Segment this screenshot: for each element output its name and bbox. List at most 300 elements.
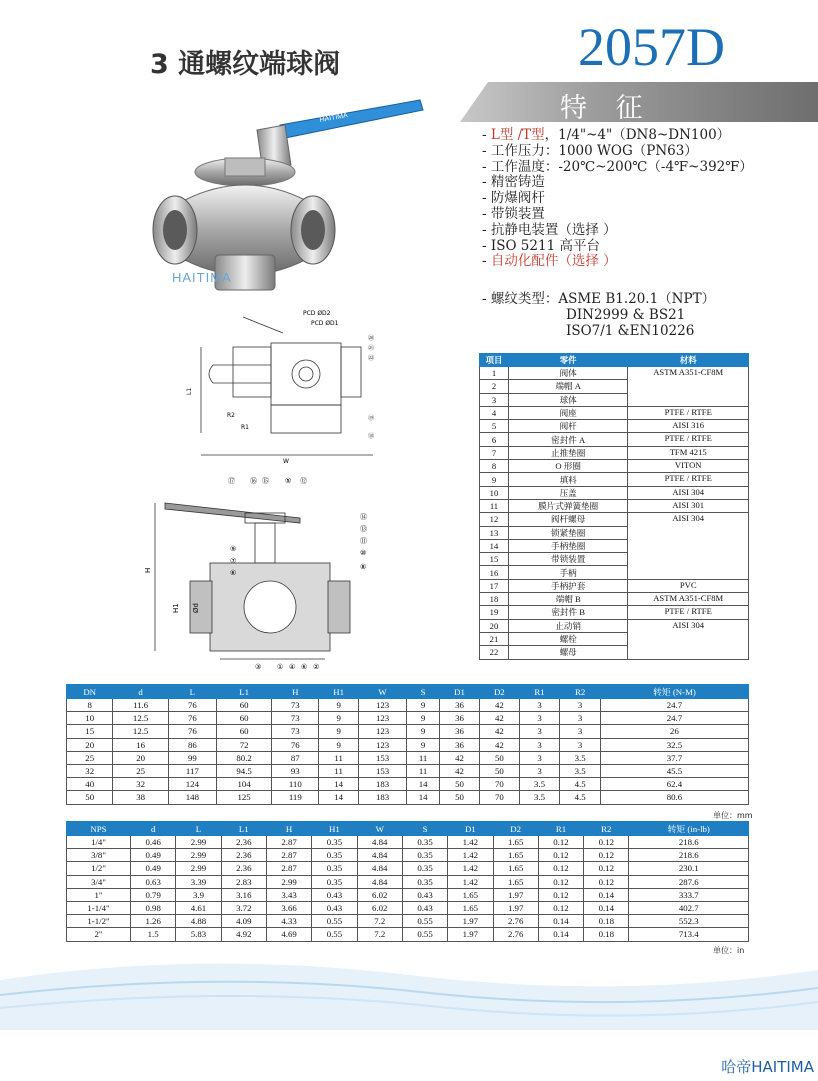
callout-5: ⑤ bbox=[285, 477, 292, 485]
callout-7: ⑦ bbox=[230, 557, 237, 565]
metric-cell: 3 bbox=[560, 738, 601, 751]
imperial-cell: 1.42 bbox=[448, 875, 493, 888]
metric-cell: 42 bbox=[479, 725, 519, 738]
imperial-header-cell: 转矩 (in-lb) bbox=[629, 822, 749, 836]
metric-cell: 153 bbox=[359, 751, 407, 764]
imperial-cell: 0.35 bbox=[402, 862, 447, 875]
part-material: AISI 304 bbox=[628, 513, 749, 579]
imperial-cell: 1-1/2" bbox=[67, 915, 131, 928]
parts-row bbox=[480, 406, 749, 419]
part-material: PVC bbox=[628, 579, 749, 592]
metric-cell: 72 bbox=[216, 738, 271, 751]
metric-cell: 10 bbox=[67, 712, 113, 725]
feature-bullet: - bbox=[482, 253, 491, 270]
parts-row bbox=[480, 367, 749, 380]
part-material: ASTM A351-CF8M bbox=[628, 593, 749, 606]
part-name: 膜片式弹簧垫圈 bbox=[508, 499, 627, 512]
metric-cell: 60 bbox=[216, 699, 271, 712]
callout-13: ⑬ bbox=[360, 525, 367, 533]
part-name: 端帽 A bbox=[508, 380, 627, 393]
metric-cell: 73 bbox=[272, 712, 319, 725]
imperial-cell: 1.65 bbox=[493, 836, 538, 849]
part-number: 17 bbox=[480, 579, 509, 592]
feature-item bbox=[482, 223, 753, 239]
part-name: 螺母 bbox=[508, 646, 627, 659]
parts-row bbox=[480, 486, 749, 499]
imperial-cell: 0.55 bbox=[312, 928, 357, 941]
part-number: 1 bbox=[480, 367, 509, 380]
imperial-cell: 0.55 bbox=[312, 915, 357, 928]
metric-cell: 14 bbox=[319, 778, 359, 791]
imperial-header-cell: D2 bbox=[493, 822, 538, 836]
imperial-cell: 3.16 bbox=[221, 888, 266, 901]
imperial-header-cell: S bbox=[402, 822, 447, 836]
metric-cell: 36 bbox=[440, 712, 480, 725]
part-number: 19 bbox=[480, 606, 509, 619]
metric-cell: 42 bbox=[479, 738, 519, 751]
imperial-cell: 1" bbox=[67, 888, 131, 901]
imperial-cell: 4.84 bbox=[357, 862, 402, 875]
part-name: 密封件 A bbox=[508, 433, 627, 446]
part-material: TFM 4215 bbox=[628, 446, 749, 459]
part-number: 11 bbox=[480, 499, 509, 512]
metric-cell: 76 bbox=[272, 738, 319, 751]
metric-cell: 16 bbox=[113, 738, 168, 751]
imperial-cell: 1.65 bbox=[493, 849, 538, 862]
imperial-cell: 0.43 bbox=[402, 901, 447, 914]
parts-row bbox=[480, 460, 749, 473]
part-number: 7 bbox=[480, 446, 509, 459]
part-name: 密封件 B bbox=[508, 606, 627, 619]
watermark: HAITIMA bbox=[172, 270, 232, 285]
imperial-cell: 0.35 bbox=[312, 862, 357, 875]
metric-header-cell: H bbox=[272, 685, 319, 699]
imperial-cell: 0.79 bbox=[131, 888, 176, 901]
metric-cell: 37.7 bbox=[600, 751, 748, 764]
imperial-cell: 0.12 bbox=[538, 888, 583, 901]
callout-11: ⑪ bbox=[360, 537, 367, 545]
imperial-header-cell: R1 bbox=[538, 822, 583, 836]
metric-cell: 15 bbox=[67, 725, 113, 738]
metric-cell: 3.5 bbox=[519, 791, 560, 804]
part-name: 止动销 bbox=[508, 619, 627, 632]
callout-4b: ④ bbox=[289, 663, 296, 671]
parts-row bbox=[480, 593, 749, 606]
metric-cell: 123 bbox=[359, 699, 407, 712]
callout-8: ⑧ bbox=[360, 563, 367, 571]
imperial-cell: 1/2" bbox=[67, 862, 131, 875]
imperial-cell: 2.76 bbox=[493, 915, 538, 928]
imperial-cell: 0.35 bbox=[402, 875, 447, 888]
metric-cell: 76 bbox=[168, 725, 216, 738]
part-material: PTFE / RTFE bbox=[628, 473, 749, 486]
imperial-cell: 3.72 bbox=[221, 901, 266, 914]
metric-row bbox=[67, 712, 749, 725]
imperial-cell: 0.98 bbox=[131, 901, 176, 914]
imperial-cell: 3.9 bbox=[176, 888, 221, 901]
brand-footer: 哈帝HAITIMA bbox=[721, 1058, 814, 1076]
parts-table bbox=[479, 353, 749, 660]
metric-cell: 20 bbox=[67, 738, 113, 751]
part-name: 填料 bbox=[508, 473, 627, 486]
callout-19: ⑲ bbox=[368, 415, 375, 422]
parts-row bbox=[480, 619, 749, 632]
imperial-cell: 1.97 bbox=[448, 928, 493, 941]
thread-line-3: ISO7/1 &EN10226 bbox=[566, 323, 695, 339]
imperial-header-cell: W bbox=[357, 822, 402, 836]
imperial-cell: 2.87 bbox=[266, 862, 311, 875]
metric-cell: 9 bbox=[407, 738, 440, 751]
metric-row bbox=[67, 738, 749, 751]
metric-cell: 104 bbox=[216, 778, 271, 791]
feature-highlight: L型 /T型 bbox=[490, 127, 545, 143]
metric-cell: 4.5 bbox=[560, 791, 601, 804]
feature-item bbox=[482, 175, 753, 191]
feature-item bbox=[482, 128, 753, 144]
imperial-header-cell: NPS bbox=[67, 822, 131, 836]
part-material: AISI 316 bbox=[628, 420, 749, 433]
imperial-header-cell: D1 bbox=[448, 822, 493, 836]
imperial-cell: 402.7 bbox=[629, 901, 749, 914]
imperial-row bbox=[67, 915, 749, 928]
metric-cell: 25 bbox=[67, 751, 113, 764]
imperial-cell: 1.26 bbox=[131, 915, 176, 928]
metric-cell: 14 bbox=[319, 791, 359, 804]
metric-cell: 3 bbox=[519, 764, 560, 777]
imperial-cell: 1.97 bbox=[493, 888, 538, 901]
metric-cell: 50 bbox=[440, 778, 480, 791]
metric-cell: 42 bbox=[440, 751, 480, 764]
imperial-cell: 1.97 bbox=[448, 915, 493, 928]
imperial-cell: 0.63 bbox=[131, 875, 176, 888]
imperial-cell: 0.12 bbox=[584, 862, 629, 875]
imperial-cell: 287.6 bbox=[629, 875, 749, 888]
imperial-header-cell: L bbox=[176, 822, 221, 836]
label-r1: R1 bbox=[241, 424, 249, 431]
feature-bullet: - bbox=[482, 237, 491, 254]
imperial-cell: 0.43 bbox=[312, 901, 357, 914]
metric-cell: 3 bbox=[560, 725, 601, 738]
imperial-cell: 0.18 bbox=[584, 915, 629, 928]
imperial-cell: 3.66 bbox=[266, 901, 311, 914]
decorative-wave bbox=[0, 940, 818, 1030]
feature-item bbox=[482, 254, 753, 270]
part-name: O 形圈 bbox=[508, 460, 627, 473]
metric-row bbox=[67, 791, 749, 804]
imperial-cell: 5.83 bbox=[176, 928, 221, 941]
feature-text: 防爆阀杆 bbox=[490, 190, 545, 207]
imperial-cell: 0.12 bbox=[538, 862, 583, 875]
imperial-cell: 0.55 bbox=[402, 928, 447, 941]
metric-cell: 60 bbox=[216, 725, 271, 738]
imperial-cell: 6.02 bbox=[357, 888, 402, 901]
metric-cell: 42 bbox=[440, 764, 480, 777]
imperial-cell: 3/4" bbox=[67, 875, 131, 888]
imperial-cell: 1-1/4" bbox=[67, 901, 131, 914]
part-material: PTFE / RTFE bbox=[628, 433, 749, 446]
thread-types bbox=[482, 291, 715, 339]
part-name: 锁紧垫圈 bbox=[508, 526, 627, 539]
metric-cell: 73 bbox=[272, 699, 319, 712]
metric-cell: 153 bbox=[359, 764, 407, 777]
imperial-header-cell: H bbox=[266, 822, 311, 836]
metric-cell: 45.5 bbox=[600, 764, 748, 777]
feature-text: 工作温度：-20℃~200℃（-4℉~392℉） bbox=[490, 158, 753, 175]
callout-18: ⑱ bbox=[368, 433, 375, 440]
imperial-cell: 4.69 bbox=[266, 928, 311, 941]
parts-header-part: 零件 bbox=[508, 354, 627, 367]
imperial-cell: 3/8" bbox=[67, 849, 131, 862]
metric-cell: 9 bbox=[319, 699, 359, 712]
parts-row bbox=[480, 499, 749, 512]
imperial-cell: 4.92 bbox=[221, 928, 266, 941]
imperial-cell: 1.65 bbox=[493, 862, 538, 875]
imperial-cell: 1.65 bbox=[493, 875, 538, 888]
metric-cell: 3 bbox=[519, 699, 560, 712]
metric-cell: 36 bbox=[440, 699, 480, 712]
metric-cell: 50 bbox=[479, 764, 519, 777]
metric-cell: 124 bbox=[168, 778, 216, 791]
label-h1: H1 bbox=[172, 603, 180, 613]
feature-highlight: 自动化配件（选择 ） bbox=[490, 253, 617, 270]
metric-row bbox=[67, 751, 749, 764]
callout-10: ⑩ bbox=[360, 549, 367, 557]
imperial-cell: 0.35 bbox=[312, 849, 357, 862]
part-number: 21 bbox=[480, 632, 509, 645]
metric-cell: 11 bbox=[407, 764, 440, 777]
metric-cell: 183 bbox=[359, 778, 407, 791]
callout-6b: ⑥ bbox=[301, 663, 308, 671]
imperial-cell: 0.35 bbox=[402, 836, 447, 849]
metric-row bbox=[67, 764, 749, 777]
metric-cell: 3.5 bbox=[519, 778, 560, 791]
imperial-cell: 1.42 bbox=[448, 862, 493, 875]
parts-row bbox=[480, 473, 749, 486]
callout-9: ⑨ bbox=[230, 545, 237, 553]
imperial-cell: 0.35 bbox=[312, 836, 357, 849]
imperial-cell: 0.55 bbox=[402, 915, 447, 928]
imperial-cell: 2.99 bbox=[176, 836, 221, 849]
metric-header-cell: DN bbox=[67, 685, 113, 699]
imperial-cell: 0.12 bbox=[584, 849, 629, 862]
imperial-cell: 0.12 bbox=[584, 875, 629, 888]
part-number: 12 bbox=[480, 513, 509, 526]
part-name: 压盖 bbox=[508, 486, 627, 499]
thread-line-2: DIN2999 & BS21 bbox=[566, 307, 686, 323]
metric-cell: 3.5 bbox=[560, 764, 601, 777]
imperial-cell: 4.33 bbox=[266, 915, 311, 928]
feature-bullet: - bbox=[482, 142, 491, 159]
imperial-cell: 2" bbox=[67, 928, 131, 941]
imperial-cell: 3.43 bbox=[266, 888, 311, 901]
imperial-row bbox=[67, 836, 749, 849]
metric-cell: 11.6 bbox=[113, 699, 168, 712]
feature-text: ，1/4"~4"（DN8~DN100） bbox=[544, 127, 731, 143]
imperial-cell: 4.84 bbox=[357, 875, 402, 888]
imperial-cell: 0.14 bbox=[584, 888, 629, 901]
metric-cell: 94.5 bbox=[216, 764, 271, 777]
callout-1b: ① bbox=[277, 663, 284, 671]
imperial-cell: 4.09 bbox=[221, 915, 266, 928]
part-name: 阀杆螺母 bbox=[508, 513, 627, 526]
metric-cell: 40 bbox=[67, 778, 113, 791]
imperial-cell: 4.84 bbox=[357, 836, 402, 849]
metric-cell: 123 bbox=[359, 725, 407, 738]
metric-cell: 125 bbox=[216, 791, 271, 804]
imperial-cell: 0.43 bbox=[312, 888, 357, 901]
metric-cell: 9 bbox=[319, 725, 359, 738]
feature-text: 工作压力：1000 WOG（PN63） bbox=[490, 142, 698, 159]
metric-cell: 32 bbox=[67, 764, 113, 777]
imperial-cell: 0.43 bbox=[402, 888, 447, 901]
imperial-cell: 1.42 bbox=[448, 849, 493, 862]
metric-header-cell: W bbox=[359, 685, 407, 699]
metric-cell: 3.5 bbox=[560, 751, 601, 764]
part-name: 端帽 B bbox=[508, 593, 627, 606]
metric-header-cell: 转矩 (N-M) bbox=[600, 685, 748, 699]
metric-cell: 11 bbox=[319, 751, 359, 764]
imperial-cell: 6.02 bbox=[357, 901, 402, 914]
imperial-cell: 0.35 bbox=[312, 875, 357, 888]
imperial-cell: 2.99 bbox=[266, 875, 311, 888]
callout-14: ⑭ bbox=[360, 513, 367, 521]
features-title: 特 征 bbox=[560, 93, 653, 124]
metric-header-cell: L bbox=[168, 685, 216, 699]
callout-17: ⑰ bbox=[228, 477, 235, 485]
metric-cell: 70 bbox=[479, 791, 519, 804]
imperial-cell: 3.39 bbox=[176, 875, 221, 888]
metric-cell: 42 bbox=[479, 712, 519, 725]
part-number: 4 bbox=[480, 406, 509, 419]
imperial-row bbox=[67, 901, 749, 914]
metric-cell: 9 bbox=[319, 712, 359, 725]
part-number: 13 bbox=[480, 526, 509, 539]
metric-cell: 11 bbox=[407, 751, 440, 764]
part-number: 3 bbox=[480, 393, 509, 406]
parts-row bbox=[480, 433, 749, 446]
imperial-cell: 218.6 bbox=[629, 836, 749, 849]
metric-header-cell: d bbox=[113, 685, 168, 699]
metric-cell: 80.2 bbox=[216, 751, 271, 764]
imperial-cell: 4.88 bbox=[176, 915, 221, 928]
metric-cell: 76 bbox=[168, 699, 216, 712]
imperial-cell: 333.7 bbox=[629, 888, 749, 901]
imperial-unit: 单位：in bbox=[713, 946, 745, 955]
imperial-cell: 1.65 bbox=[448, 888, 493, 901]
metric-cell: 3 bbox=[519, 712, 560, 725]
imperial-cell: 0.49 bbox=[131, 849, 176, 862]
parts-row bbox=[480, 446, 749, 459]
metric-cell: 50 bbox=[440, 791, 480, 804]
imperial-cell: 2.87 bbox=[266, 849, 311, 862]
metric-cell: 9 bbox=[407, 725, 440, 738]
imperial-cell: 0.49 bbox=[131, 862, 176, 875]
metric-cell: 3 bbox=[560, 699, 601, 712]
imperial-row bbox=[67, 875, 749, 888]
part-material: AISI 304 bbox=[628, 619, 749, 659]
feature-bullet: - bbox=[482, 174, 491, 191]
metric-header-cell: D2 bbox=[479, 685, 519, 699]
imperial-row bbox=[67, 888, 749, 901]
metric-cell: 123 bbox=[359, 712, 407, 725]
metric-cell: 14 bbox=[407, 791, 440, 804]
label-d: Ød bbox=[192, 603, 200, 613]
imperial-cell: 0.12 bbox=[538, 849, 583, 862]
parts-row bbox=[480, 513, 749, 526]
imperial-cell: 0.12 bbox=[584, 836, 629, 849]
callout-21: ㉑ bbox=[368, 345, 375, 352]
metric-cell: 50 bbox=[479, 751, 519, 764]
metric-cell: 80.6 bbox=[600, 791, 748, 804]
metric-cell: 38 bbox=[113, 791, 168, 804]
part-number: 8 bbox=[480, 460, 509, 473]
part-name: 止推垫圈 bbox=[508, 446, 627, 459]
metric-cell: 25 bbox=[113, 764, 168, 777]
part-number: 18 bbox=[480, 593, 509, 606]
callout-12: ⑫ bbox=[300, 477, 307, 485]
part-number: 10 bbox=[480, 486, 509, 499]
part-number: 22 bbox=[480, 646, 509, 659]
feature-item bbox=[482, 144, 753, 160]
metric-cell: 12.5 bbox=[113, 725, 168, 738]
part-name: 阀座 bbox=[508, 406, 627, 419]
imperial-cell: 2.36 bbox=[221, 862, 266, 875]
metric-cell: 32.5 bbox=[600, 738, 748, 751]
metric-cell: 99 bbox=[168, 751, 216, 764]
metric-cell: 119 bbox=[272, 791, 319, 804]
metric-cell: 24.7 bbox=[600, 712, 748, 725]
label-pcd-d1: PCD ØD1 bbox=[311, 320, 339, 327]
metric-cell: 70 bbox=[479, 778, 519, 791]
label-l1: L1 bbox=[186, 387, 193, 395]
feature-item bbox=[482, 239, 753, 255]
imperial-header-cell: H1 bbox=[312, 822, 357, 836]
metric-cell: 93 bbox=[272, 764, 319, 777]
imperial-cell: 713.4 bbox=[629, 928, 749, 941]
imperial-cell: 552.3 bbox=[629, 915, 749, 928]
metric-header-cell: R1 bbox=[519, 685, 560, 699]
imperial-cell: 7.2 bbox=[357, 928, 402, 941]
imperial-cell: 0.35 bbox=[402, 849, 447, 862]
imperial-dimension-table bbox=[66, 821, 749, 942]
metric-cell: 24.7 bbox=[600, 699, 748, 712]
metric-row bbox=[67, 725, 749, 738]
metric-cell: 20 bbox=[113, 751, 168, 764]
metric-cell: 32 bbox=[113, 778, 168, 791]
part-number: 14 bbox=[480, 539, 509, 552]
features-list bbox=[482, 128, 753, 270]
callout-15: ⑮ bbox=[262, 477, 269, 485]
handle-text: HAITIMA bbox=[319, 112, 349, 124]
imperial-header-cell: R2 bbox=[584, 822, 629, 836]
imperial-header-cell: L1 bbox=[221, 822, 266, 836]
metric-cell: 86 bbox=[168, 738, 216, 751]
metric-cell: 4.5 bbox=[560, 778, 601, 791]
label-pcd-d2: PCD ØD2 bbox=[303, 310, 331, 317]
part-name: 螺栓 bbox=[508, 632, 627, 645]
metric-cell: 3 bbox=[519, 725, 560, 738]
metric-dimension-table bbox=[66, 684, 749, 805]
part-material: PTFE / RTFE bbox=[628, 606, 749, 619]
metric-header-cell: H1 bbox=[319, 685, 359, 699]
metric-header-cell: R2 bbox=[560, 685, 601, 699]
part-name: 带锁装置 bbox=[508, 553, 627, 566]
metric-unit: 单位：mm bbox=[713, 811, 753, 820]
part-name: 阀杆 bbox=[508, 420, 627, 433]
metric-cell: 8 bbox=[67, 699, 113, 712]
part-material: AISI 304 bbox=[628, 486, 749, 499]
part-name: 手柄护套 bbox=[508, 579, 627, 592]
